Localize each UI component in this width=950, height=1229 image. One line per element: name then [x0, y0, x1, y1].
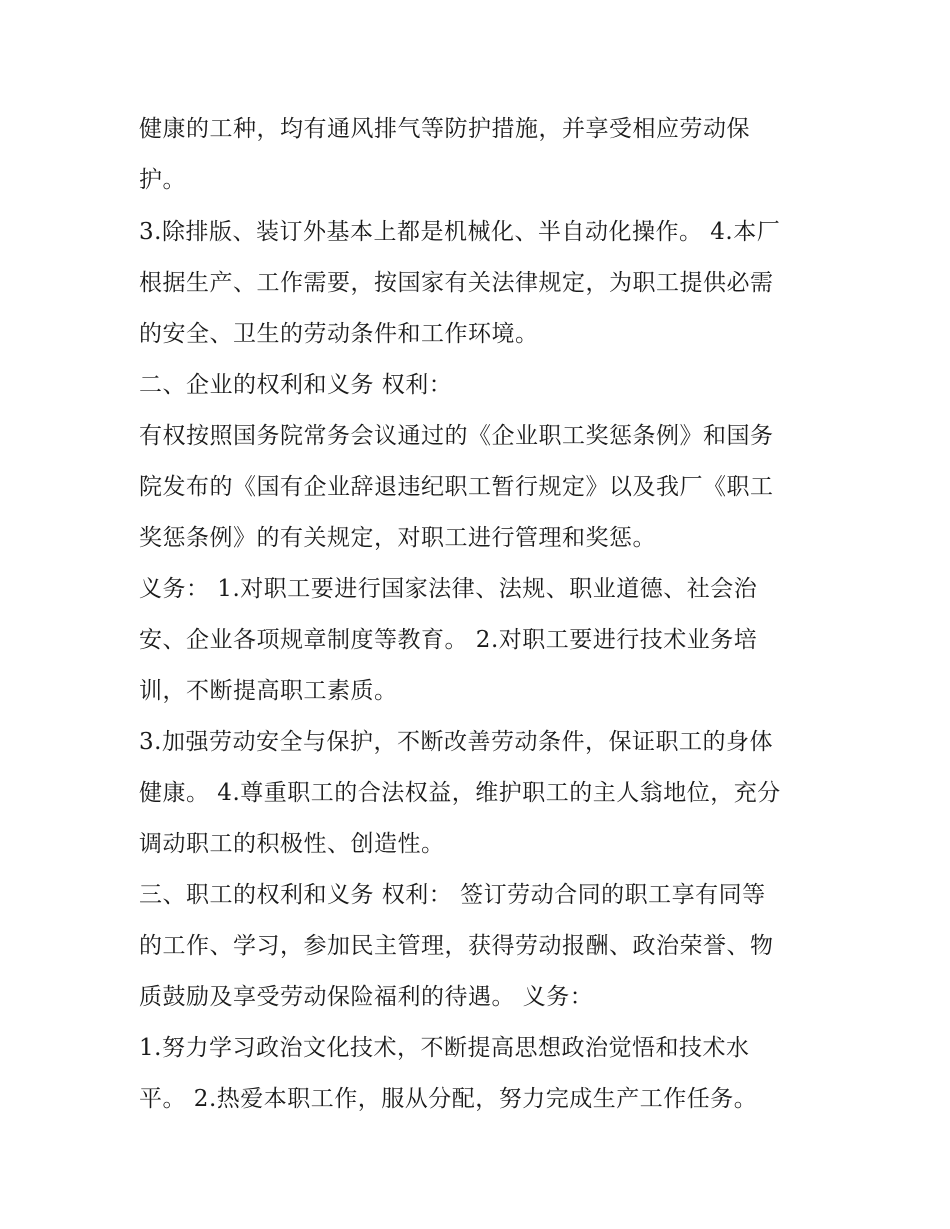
text-line: 安、企业各项规章制度等教育。 2.对职工要进行技术业务培 — [139, 627, 758, 653]
text-line: 的工作、学习，参加民主管理，获得劳动报酬、政治荣誉、物 — [139, 933, 774, 959]
text-line: 3.加强劳动安全与保护，不断改善劳动条件，保证职工的身体 — [139, 729, 773, 755]
section-heading: 二、企业的权利和义务 权利： — [139, 372, 453, 398]
text-line: 健康。 4.尊重职工的合法权益，维护职工的主人翁地位，充分 — [139, 780, 781, 806]
text-line: 奖惩条例》的有关规定，对职工进行管理和奖惩。 — [139, 525, 656, 551]
text-line: 训，不断提高职工素质。 — [139, 678, 398, 704]
text-line: 的安全、卫生的劳动条件和工作环境。 — [139, 321, 539, 347]
text-line: 根据生产、工作需要，按国家有关法律规定，为职工提供必需 — [139, 270, 774, 296]
text-line: 有权按照国务院常务会议通过的《企业职工奖惩条例》和国务 — [139, 423, 774, 449]
text-line: 质鼓励及享受劳动保险福利的待遇。 义务： — [139, 984, 594, 1010]
text-line: 义务： 1.对职工要进行国家法律、法规、职业道德、社会治 — [139, 576, 758, 602]
text-line: 调动职工的积极性、创造性。 — [139, 831, 445, 857]
text-line: 护。 — [139, 167, 186, 193]
text-line: 1.努力学习政治文化技术，不断提高思想政治觉悟和技术水 — [139, 1035, 750, 1061]
text-line: 3.除排版、装订外基本上都是机械化、半自动化操作。 4.本厂 — [139, 219, 781, 245]
text-line: 平。 2.热爱本职工作，服从分配，努力完成生产工作任务。 — [139, 1086, 758, 1112]
text-line: 院发布的《国有企业辞退违纪职工暂行规定》以及我厂《职工 — [139, 474, 774, 500]
section-heading: 三、职工的权利和义务 权利： 签订劳动合同的职工享有同等 — [139, 882, 766, 908]
text-line: 健康的工种，均有通风排气等防护措施，并享受相应劳动保 — [139, 116, 750, 142]
